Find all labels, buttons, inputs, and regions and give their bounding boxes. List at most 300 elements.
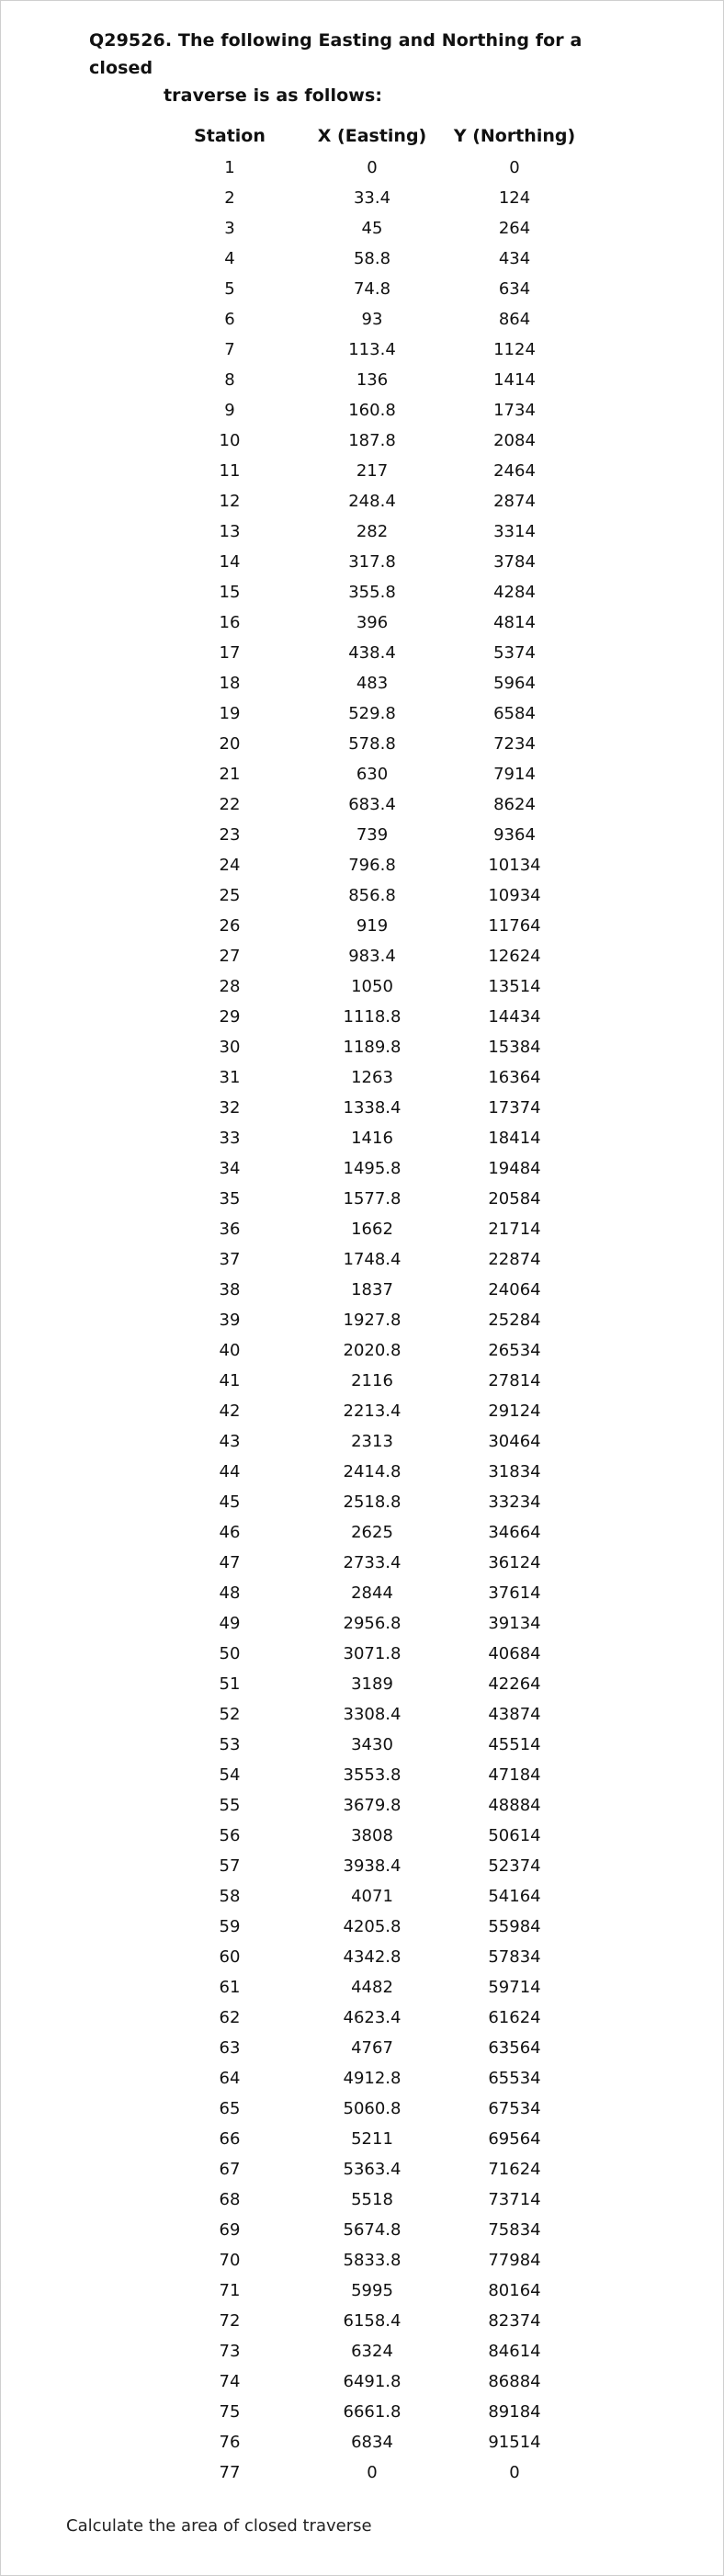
easting-cell: 2956.8: [343, 1614, 402, 1633]
easting-cell: 3938.4: [343, 1856, 402, 1876]
table-row: [161, 1517, 583, 1548]
table-row: [161, 153, 583, 183]
easting-cell: 4205.8: [343, 1917, 402, 1936]
northing-cell: 34664: [488, 1523, 541, 1542]
easting-cell: 983.4: [348, 947, 396, 966]
table-row: [161, 1244, 583, 1275]
station-cell: 72: [219, 2311, 241, 2331]
table-row: [161, 2063, 583, 2094]
easting-cell: 6661.8: [343, 2402, 402, 2422]
easting-cell: 856.8: [348, 886, 396, 905]
station-cell: 6: [224, 310, 235, 329]
table-row: [161, 1396, 583, 1426]
table-row: [161, 183, 583, 213]
easting-cell: 1263: [351, 1068, 393, 1087]
easting-cell: 1495.8: [343, 1159, 402, 1178]
station-cell: 14: [219, 552, 241, 572]
easting-cell: 136: [356, 370, 389, 390]
northing-cell: 9364: [493, 825, 536, 845]
station-cell: 10: [219, 431, 241, 450]
table-row: [161, 789, 583, 820]
station-cell: 40: [219, 1341, 241, 1360]
table-row: [161, 1548, 583, 1578]
table-row: [161, 1821, 583, 1851]
northing-cell: 4814: [493, 613, 536, 632]
easting-cell: 282: [356, 522, 389, 541]
northing-cell: 864: [498, 310, 531, 329]
station-cell: 19: [219, 704, 241, 723]
table-row: [161, 335, 583, 365]
table-row: [161, 668, 583, 698]
table-row: [161, 1335, 583, 1366]
table-row: [161, 1062, 583, 1093]
northing-cell: 55984: [488, 1917, 541, 1936]
northing-cell: 43874: [488, 1705, 541, 1724]
station-cell: 70: [219, 2251, 241, 2270]
northing-cell: 89184: [488, 2402, 541, 2422]
northing-cell: 45514: [488, 1735, 541, 1754]
northing-cell: 5964: [493, 674, 536, 693]
station-cell: 26: [219, 916, 241, 936]
easting-cell: 6324: [351, 2342, 393, 2361]
station-cell: 69: [219, 2220, 241, 2240]
northing-cell: 18414: [488, 1129, 541, 1148]
northing-cell: 1124: [493, 340, 536, 359]
table-row: [161, 1153, 583, 1184]
northing-cell: 29124: [488, 1401, 541, 1421]
northing-cell: 0: [509, 2463, 520, 2482]
easting-cell: 74.8: [353, 279, 391, 299]
northing-cell: 73714: [488, 2190, 541, 2209]
easting-cell: 4482: [351, 1978, 393, 1997]
table-row: [161, 2215, 583, 2245]
northing-cell: 8624: [493, 795, 536, 814]
station-cell: 62: [219, 2008, 241, 2027]
instruction-text: Calculate the area of closed traverse: [66, 2516, 372, 2536]
easting-cell: 3808: [351, 1826, 393, 1845]
easting-cell: 4623.4: [343, 2008, 402, 2027]
easting-cell: 578.8: [348, 734, 396, 754]
station-cell: 54: [219, 1765, 241, 1785]
station-cell: 36: [219, 1220, 241, 1239]
northing-cell: 37614: [488, 1583, 541, 1603]
station-cell: 27: [219, 947, 241, 966]
station-cell: 49: [219, 1614, 241, 1633]
table-row: [161, 1972, 583, 2003]
table-row: [161, 820, 583, 850]
easting-cell: 2518.8: [343, 1492, 402, 1512]
easting-cell: 187.8: [348, 431, 396, 450]
traverse-table: [161, 119, 583, 2488]
station-cell: 43: [219, 1432, 241, 1451]
table-row: [161, 1214, 583, 1244]
table-row: [161, 2245, 583, 2275]
station-cell: 59: [219, 1917, 241, 1936]
easting-cell: 160.8: [348, 401, 396, 420]
table-row: [161, 365, 583, 395]
table-row: [161, 1457, 583, 1487]
station-cell: 41: [219, 1371, 241, 1390]
table-row: [161, 2366, 583, 2397]
station-cell: 77: [219, 2463, 241, 2482]
northing-cell: 17374: [488, 1098, 541, 1118]
northing-cell: 80164: [488, 2281, 541, 2300]
northing-cell: 50614: [488, 1826, 541, 1845]
question-id: Q29526.: [89, 30, 173, 51]
table-row: [161, 2184, 583, 2215]
table-row: [161, 547, 583, 577]
easting-cell: 5211: [351, 2129, 393, 2149]
northing-cell: 6584: [493, 704, 536, 723]
station-cell: 12: [219, 492, 241, 511]
easting-cell: 5995: [351, 2281, 393, 2300]
station-cell: 45: [219, 1492, 241, 1512]
station-cell: 47: [219, 1553, 241, 1572]
northing-cell: 22874: [488, 1250, 541, 1269]
easting-cell: 6834: [351, 2433, 393, 2452]
northing-cell: 1414: [493, 370, 536, 390]
easting-cell: 796.8: [348, 856, 396, 875]
easting-cell: 3189: [351, 1674, 393, 1694]
table-row: [161, 759, 583, 789]
easting-cell: 3553.8: [343, 1765, 402, 1785]
easting-cell: 3430: [351, 1735, 393, 1754]
table-row: [161, 729, 583, 759]
table-row: [161, 2336, 583, 2366]
easting-cell: 355.8: [348, 583, 396, 602]
northing-cell: 54164: [488, 1887, 541, 1906]
northing-cell: 69564: [488, 2129, 541, 2149]
station-cell: 30: [219, 1038, 241, 1057]
table-row: [161, 1426, 583, 1457]
northing-cell: 40684: [488, 1644, 541, 1663]
station-cell: 74: [219, 2372, 241, 2391]
station-cell: 66: [219, 2129, 241, 2149]
easting-cell: 113.4: [348, 340, 396, 359]
easting-cell: 2625: [351, 1523, 393, 1542]
easting-cell: 3308.4: [343, 1705, 402, 1724]
table-row: [161, 698, 583, 729]
northing-cell: 1734: [493, 401, 536, 420]
table-row: [161, 1942, 583, 1972]
northing-cell: 42264: [488, 1674, 541, 1694]
station-cell: 21: [219, 765, 241, 784]
northing-cell: 26534: [488, 1341, 541, 1360]
easting-cell: 248.4: [348, 492, 396, 511]
station-cell: 75: [219, 2402, 241, 2422]
easting-cell: 5363.4: [343, 2160, 402, 2179]
easting-cell: 0: [367, 2463, 378, 2482]
easting-cell: 683.4: [348, 795, 396, 814]
northing-cell: 86884: [488, 2372, 541, 2391]
station-cell: 16: [219, 613, 241, 632]
northing-cell: 13514: [488, 977, 541, 996]
station-cell: 51: [219, 1674, 241, 1694]
table-row: [161, 274, 583, 304]
northing-cell: 3314: [493, 522, 536, 541]
station-cell: 44: [219, 1462, 241, 1481]
easting-cell: 739: [356, 825, 389, 845]
station-cell: 63: [219, 2038, 241, 2058]
table-row: [161, 1032, 583, 1062]
table-row: [161, 941, 583, 971]
table-row: [161, 2003, 583, 2033]
northing-cell: 82374: [488, 2311, 541, 2331]
northing-cell: 52374: [488, 1856, 541, 1876]
easting-cell: 217: [356, 461, 389, 481]
easting-cell: 1577.8: [343, 1189, 402, 1209]
station-cell: 17: [219, 643, 241, 663]
northing-cell: 63564: [488, 2038, 541, 2058]
station-cell: 67: [219, 2160, 241, 2179]
station-cell: 57: [219, 1856, 241, 1876]
table-row: [161, 2094, 583, 2124]
northing-cell: 84614: [488, 2342, 541, 2361]
northing-cell: 30464: [488, 1432, 541, 1451]
easting-cell: 630: [356, 765, 389, 784]
station-cell: 34: [219, 1159, 241, 1178]
easting-cell: 1338.4: [343, 1098, 402, 1118]
station-cell: 9: [224, 401, 235, 420]
table-row: [161, 1305, 583, 1335]
easting-cell: 1662: [351, 1220, 393, 1239]
northing-cell: 75834: [488, 2220, 541, 2240]
easting-cell: 1837: [351, 1280, 393, 1299]
station-cell: 28: [219, 977, 241, 996]
easting-cell: 0: [367, 158, 378, 177]
easting-cell: 1416: [351, 1129, 393, 1148]
northing-cell: 67534: [488, 2099, 541, 2118]
easting-cell: 5518: [351, 2190, 393, 2209]
station-cell: 73: [219, 2342, 241, 2361]
station-cell: 7: [224, 340, 235, 359]
northing-cell: 91514: [488, 2433, 541, 2452]
northing-cell: 10934: [488, 886, 541, 905]
easting-cell: 4767: [351, 2038, 393, 2058]
easting-cell: 45: [361, 219, 383, 238]
table-row: [161, 2154, 583, 2184]
table-row: [161, 486, 583, 516]
northing-cell: 14434: [488, 1007, 541, 1027]
easting-cell: 2844: [351, 1583, 393, 1603]
northing-header: Y (Northing): [453, 126, 576, 146]
station-cell: 20: [219, 734, 241, 754]
northing-cell: 59714: [488, 1978, 541, 1997]
northing-cell: 71624: [488, 2160, 541, 2179]
easting-cell: 4912.8: [343, 2069, 402, 2088]
northing-cell: 25284: [488, 1311, 541, 1330]
table-row: [161, 971, 583, 1002]
station-cell: 53: [219, 1735, 241, 1754]
station-cell: 24: [219, 856, 241, 875]
easting-cell: 2313: [351, 1432, 393, 1451]
table-row: [161, 2275, 583, 2306]
table-row: [161, 1578, 583, 1608]
northing-cell: 47184: [488, 1765, 541, 1785]
easting-cell: 5060.8: [343, 2099, 402, 2118]
northing-cell: 15384: [488, 1038, 541, 1057]
station-cell: 37: [219, 1250, 241, 1269]
station-cell: 55: [219, 1796, 241, 1815]
easting-cell: 1050: [351, 977, 393, 996]
northing-cell: 12624: [488, 947, 541, 966]
station-cell: 32: [219, 1098, 241, 1118]
table-row: [161, 1002, 583, 1032]
northing-cell: 5374: [493, 643, 536, 663]
table-row: [161, 1275, 583, 1305]
station-cell: 23: [219, 825, 241, 845]
easting-cell: 2020.8: [343, 1341, 402, 1360]
easting-cell: 4342.8: [343, 1947, 402, 1967]
table-row: [161, 1760, 583, 1790]
easting-cell: 396: [356, 613, 389, 632]
northing-cell: 634: [498, 279, 531, 299]
table-row: [161, 1669, 583, 1699]
table-row: [161, 516, 583, 547]
table-row: [161, 607, 583, 638]
northing-cell: 33234: [488, 1492, 541, 1512]
table-row: [161, 1730, 583, 1760]
station-cell: 50: [219, 1644, 241, 1663]
easting-cell: 4071: [351, 1887, 393, 1906]
easting-cell: 2116: [351, 1371, 393, 1390]
table-row: [161, 1912, 583, 1942]
northing-cell: 39134: [488, 1614, 541, 1633]
table-row: [161, 2397, 583, 2427]
northing-cell: 31834: [488, 1462, 541, 1481]
easting-cell: 3071.8: [343, 1644, 402, 1663]
question-line-1: The following Easting and Northing for a closed: [89, 30, 583, 78]
table-row: [161, 1093, 583, 1123]
table-row: [161, 244, 583, 274]
easting-cell: 5674.8: [343, 2220, 402, 2240]
table-row: [161, 638, 583, 668]
question-line-2: traverse is as follows:: [164, 85, 383, 106]
northing-cell: 61624: [488, 2008, 541, 2027]
table-header-row: [161, 119, 583, 153]
easting-cell: 6158.4: [343, 2311, 402, 2331]
station-cell: 2: [224, 188, 235, 208]
easting-cell: 2414.8: [343, 1462, 402, 1481]
station-cell: 11: [219, 461, 241, 481]
table-row: [161, 304, 583, 335]
northing-cell: 11764: [488, 916, 541, 936]
station-cell: 29: [219, 1007, 241, 1027]
table-row: [161, 1699, 583, 1730]
easting-cell: 1118.8: [343, 1007, 402, 1027]
northing-cell: 7914: [493, 765, 536, 784]
station-cell: 33: [219, 1129, 241, 1148]
station-cell: 25: [219, 886, 241, 905]
station-cell: 18: [219, 674, 241, 693]
station-cell: 52: [219, 1705, 241, 1724]
northing-cell: 19484: [488, 1159, 541, 1178]
northing-cell: 10134: [488, 856, 541, 875]
easting-cell: 317.8: [348, 552, 396, 572]
station-cell: 76: [219, 2433, 241, 2452]
easting-cell: 33.4: [353, 188, 391, 208]
station-cell: 39: [219, 1311, 241, 1330]
station-cell: 68: [219, 2190, 241, 2209]
easting-cell: 5833.8: [343, 2251, 402, 2270]
station-cell: 61: [219, 1978, 241, 1997]
northing-cell: 0: [509, 158, 520, 177]
easting-cell: 1748.4: [343, 1250, 402, 1269]
northing-cell: 48884: [488, 1796, 541, 1815]
easting-cell: 483: [356, 674, 389, 693]
station-cell: 3: [224, 219, 235, 238]
station-cell: 31: [219, 1068, 241, 1087]
easting-cell: 919: [356, 916, 389, 936]
table-row: [161, 2457, 583, 2488]
table-row: [161, 880, 583, 911]
question-heading: [89, 27, 604, 109]
easting-cell: 438.4: [348, 643, 396, 663]
easting-cell: 6491.8: [343, 2372, 402, 2391]
table-row: [161, 2033, 583, 2063]
northing-cell: 65534: [488, 2069, 541, 2088]
station-cell: 42: [219, 1401, 241, 1421]
northing-cell: 124: [498, 188, 531, 208]
table-row: [161, 850, 583, 880]
table-row: [161, 395, 583, 426]
northing-cell: 2464: [493, 461, 536, 481]
table-row: [161, 1366, 583, 1396]
station-cell: 64: [219, 2069, 241, 2088]
station-cell: 5: [224, 279, 235, 299]
easting-cell: 3679.8: [343, 1796, 402, 1815]
station-cell: 48: [219, 1583, 241, 1603]
northing-cell: 3784: [493, 552, 536, 572]
easting-cell: 93: [361, 310, 383, 329]
table-row: [161, 426, 583, 456]
table-row: [161, 1184, 583, 1214]
northing-cell: 7234: [493, 734, 536, 754]
table-row: [161, 1639, 583, 1669]
northing-cell: 57834: [488, 1947, 541, 1967]
table-row: [161, 577, 583, 607]
table-row: [161, 1851, 583, 1881]
table-row: [161, 2427, 583, 2457]
station-cell: 13: [219, 522, 241, 541]
northing-cell: 2084: [493, 431, 536, 450]
northing-cell: 434: [498, 249, 531, 268]
easting-cell: 529.8: [348, 704, 396, 723]
station-cell: 1: [224, 158, 235, 177]
table-row: [161, 1881, 583, 1912]
northing-cell: 20584: [488, 1189, 541, 1209]
table-row: [161, 911, 583, 941]
table-row: [161, 213, 583, 244]
northing-cell: 16364: [488, 1068, 541, 1087]
station-cell: 56: [219, 1826, 241, 1845]
northing-cell: 77984: [488, 2251, 541, 2270]
table-row: [161, 2306, 583, 2336]
station-cell: 22: [219, 795, 241, 814]
northing-cell: 24064: [488, 1280, 541, 1299]
station-cell: 15: [219, 583, 241, 602]
easting-cell: 58.8: [353, 249, 391, 268]
station-cell: 4: [224, 249, 235, 268]
easting-cell: 1189.8: [343, 1038, 402, 1057]
table-row: [161, 1487, 583, 1517]
easting-header: X (Easting): [317, 126, 427, 146]
station-cell: 65: [219, 2099, 241, 2118]
table-body: [161, 153, 583, 2488]
easting-cell: 2213.4: [343, 1401, 402, 1421]
northing-cell: 27814: [488, 1371, 541, 1390]
station-cell: 8: [224, 370, 235, 390]
